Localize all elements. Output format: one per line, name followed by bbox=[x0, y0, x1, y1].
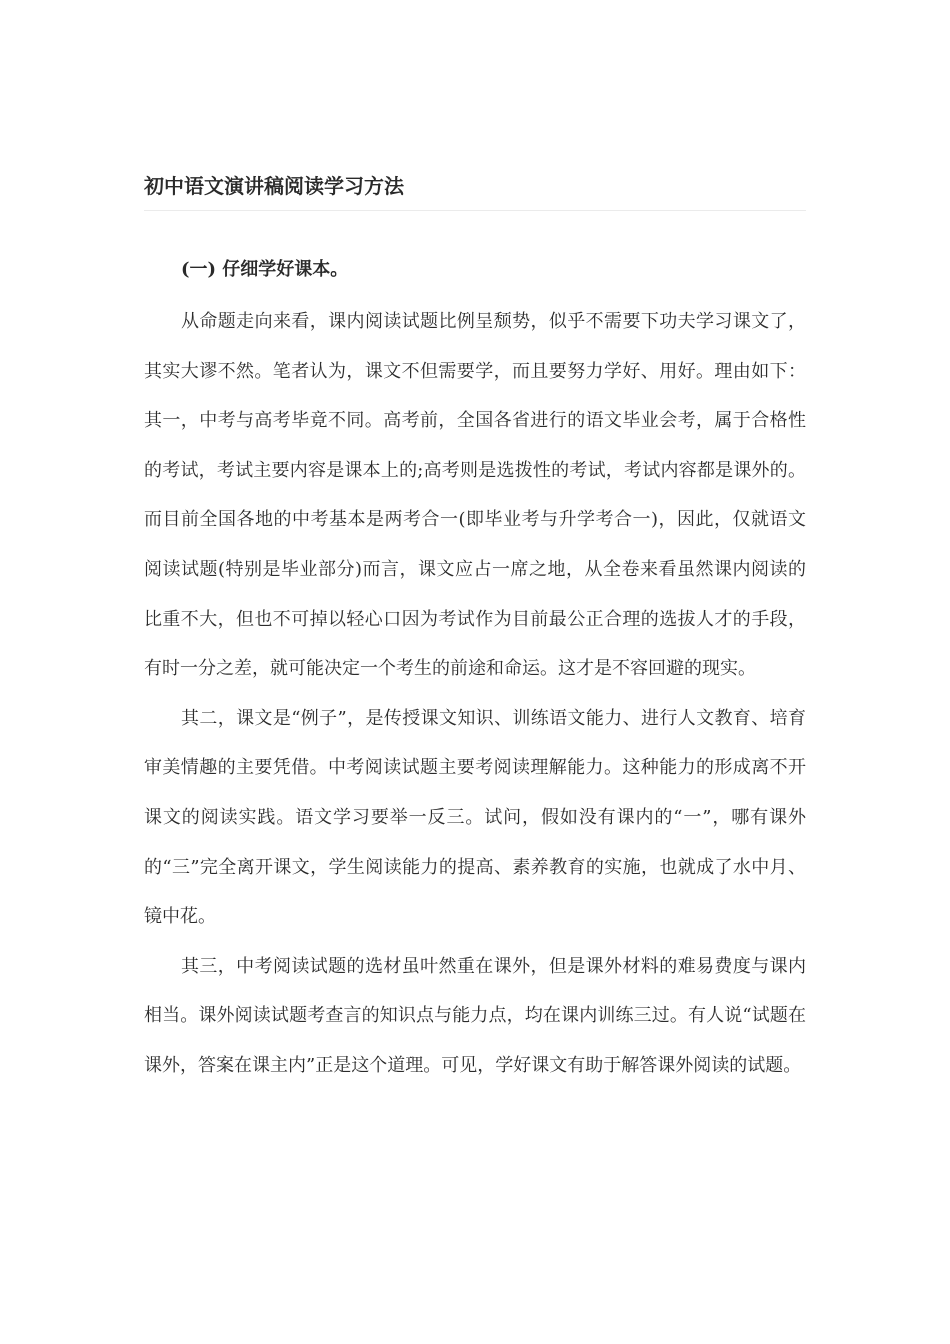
body-paragraph-2: 其二，课文是“例子”，是传授课文知识、训练语文能力、进行人文教育、培育审美情趣的主要凭借。中考阅读试题主要考阅读理解能力。这种能力的形成离不开课文的阅读实践。语文学习要举一反三。试问，假如没有课内的“一”，哪有课外的“三”完全离开课文，学生阅读能力的提高、素养教育的实施，也就成了水中月、镜中花。 bbox=[144, 707, 806, 928]
section-heading: (一) 仔细学好课本。 bbox=[181, 259, 349, 280]
body-paragraph-1: 从命题走向来看，课内阅读试题比例呈颓势，似乎不需要下功夫学习课文了，其实大谬不然。笔者认为，课文不但需要学，而且要努力学好、用好。理由如下：其一，中考与高考毕竟不同。高考前，全国各省进行的语文毕业会考，属于合格性的考试，考试主要内容是课本上的;高考则是选拨性的考试，考试内容都是课外的。而目前全国各地的中考基本是两考合一(即毕业考与升学考合一)，因此，仅就语文阅读试题(特别是毕业部分)而言，课文应占一席之地，从全卷来看虽然课内阅读的比重不大，但也不可掉以轻心口因为考试作为目前最公正合理的选拔人才的手段，有时一分之差，就可能决定一个考生的前途和命运。这才是不容回避的现实。 bbox=[144, 311, 806, 680]
document-title: 初中语文演讲稿阅读学习方法 bbox=[144, 174, 404, 198]
body-paragraph-3: 其三，中考阅读试题的选材虽叶然重在课外，但是课外材料的难易费度与课内相当。课外阅读试题考查言的知识点与能力点，均在课内训练三过。有人说“试题在课外，答案在课主内”正是这个道理。可见，学好课文有助于解答课外阅读的试题。 bbox=[144, 955, 806, 1076]
title-divider bbox=[144, 210, 806, 211]
document-page bbox=[144, 168, 806, 1091]
